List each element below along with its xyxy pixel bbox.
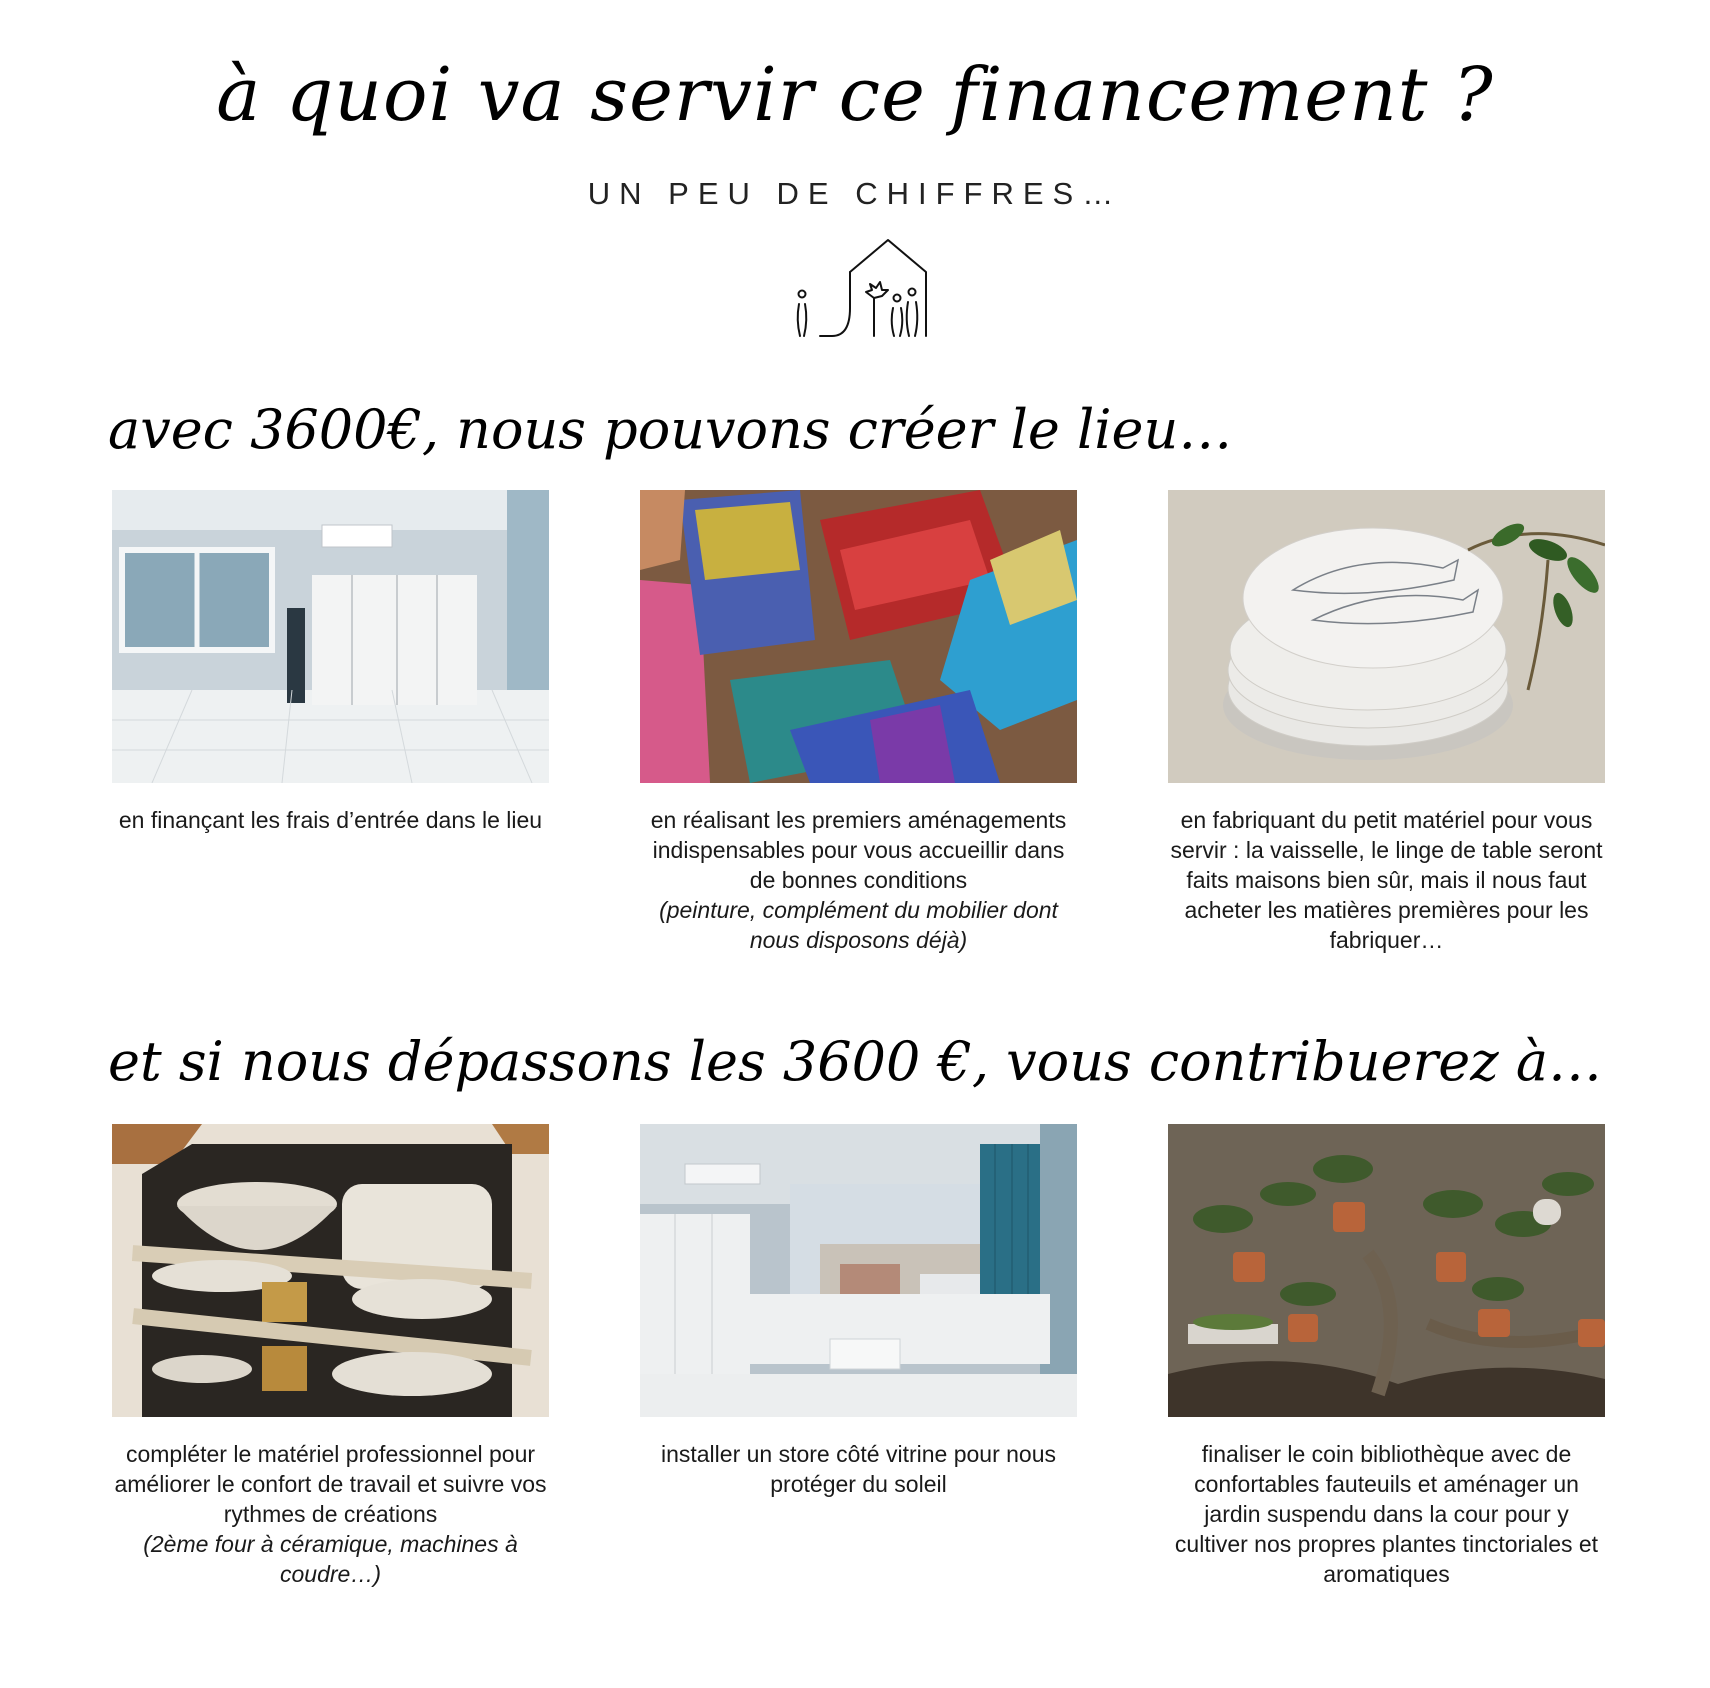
card-caption xyxy=(640,805,1077,955)
caption-note: (2ème four à céramique, machines à coudre…) xyxy=(143,1531,518,1587)
card-caption xyxy=(112,805,549,835)
caption-text: finaliser le coin bibliothèque avec de confortables fauteuils et aménager un jardin suspendu dans la cour pour y cultiver nos propres plantes tinctoriales et aromatiques xyxy=(1174,1441,1599,1587)
house-logo-icon xyxy=(792,236,932,342)
card-professional-equipment xyxy=(112,1124,549,1589)
caption-text: en fabriquant du petit matériel pour vous servir : la vaisselle, le linge de table seront faits maisons bien sûr, mais il nous faut acheter les matières premières pour les fabriquer… xyxy=(1170,807,1603,953)
caption-text: en réalisant les premiers aménagements indispensables pour vous accueillir dans de bonnes conditions xyxy=(650,807,1067,893)
kiln-photo xyxy=(112,1124,549,1417)
empty-room-photo xyxy=(112,490,549,783)
ceramic-plates-photo xyxy=(1168,490,1605,783)
caption-text: en finançant les frais d’entrée dans le lieu xyxy=(118,807,543,833)
page-subtitle: UN PEU DE CHIFFRES… xyxy=(587,176,1123,211)
card-first-fittings xyxy=(640,490,1077,955)
card-window-blind xyxy=(640,1124,1077,1499)
card-entry-costs xyxy=(112,490,549,835)
card-caption xyxy=(1168,805,1605,955)
card-library-garden xyxy=(1168,1124,1605,1589)
caption-note: (peinture, complément du mobilier dont nous disposons déjà) xyxy=(659,897,1058,953)
card-small-equipment xyxy=(1168,490,1605,955)
caption-text: compléter le matériel professionnel pour améliorer le confort de travail et suivre vos rythmes de créations xyxy=(114,1441,547,1527)
section-heading-create: avec 3600€, nous pouvons créer le lieu… xyxy=(108,398,1233,461)
card-caption xyxy=(640,1439,1077,1499)
card-caption xyxy=(1168,1439,1605,1589)
hanging-garden-photo xyxy=(1168,1124,1605,1417)
section-heading-contribute: et si nous dépassons les 3600 €, vous contribuerez à… xyxy=(108,1030,1603,1093)
caption-text: installer un store côté vitrine pour nous protéger du soleil xyxy=(660,1441,1057,1497)
card-caption xyxy=(112,1439,549,1589)
page-title: à quoi va servir ce financement ? xyxy=(216,52,1494,138)
paint-brushes-photo xyxy=(640,490,1077,783)
shop-window-photo xyxy=(640,1124,1077,1417)
